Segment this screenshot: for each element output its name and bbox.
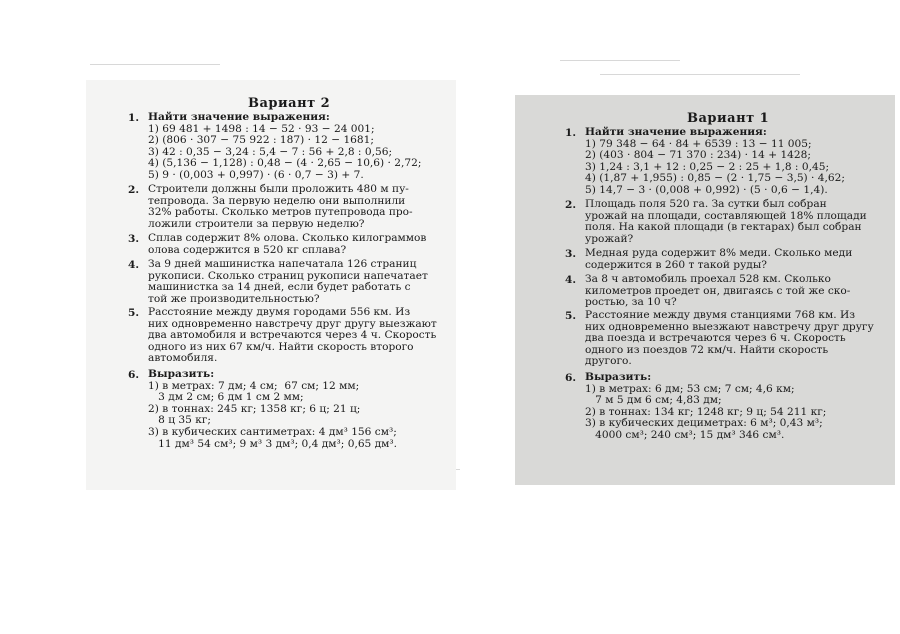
task-line: 3) 42 : 0,35 − 3,24 : 5,4 − 7 : 56 + 2,8 : 0,56; bbox=[148, 145, 393, 158]
task-heading: Выразить: bbox=[148, 368, 215, 380]
task-line: рукописи. Сколько страниц рукописи напечатает bbox=[148, 269, 428, 282]
task-6 bbox=[148, 369, 397, 450]
task-line: 3) в кубических сантиметрах: 4 дм³ 156 см³; bbox=[148, 425, 397, 438]
task-line: 2) (806 · 307 − 75 922 : 187) · 12 − 1681; bbox=[148, 134, 374, 147]
task-2 bbox=[585, 199, 867, 245]
task-line: 4) (5,136 − 1,128) : 0,48 − (4 · 2,65 − 10,6) · 2,72; bbox=[148, 157, 422, 170]
left-page-variant-2 bbox=[86, 80, 456, 490]
task-number: 6. bbox=[565, 372, 577, 384]
task-line: два автомобиля и встречаются через 4 ч. Скорость bbox=[148, 329, 437, 342]
task-line: 3) в кубических дециметрах: 6 м³; 0,43 м³; bbox=[585, 417, 823, 430]
task-line: другого. bbox=[585, 355, 632, 368]
task-line: Строители должны были проложить 480 м пу- bbox=[148, 183, 409, 195]
task-line: урожай на площади, составляющей 18% площади bbox=[585, 209, 867, 222]
task-5 bbox=[585, 310, 874, 368]
task-line: 5) 9 · (0,003 + 0,997) · (6 · 0,7 − 3) + 7. bbox=[148, 168, 364, 181]
task-line: одного из них 67 км/ч. Найти скорость второго bbox=[148, 340, 414, 353]
task-number: 1. bbox=[128, 112, 140, 124]
task-heading: Найти значение выражения: bbox=[585, 126, 767, 138]
task-number: 1. bbox=[565, 127, 577, 139]
task-line: автомобиля. bbox=[148, 352, 218, 365]
task-line: Расстояние между двумя городами 556 км. Из bbox=[148, 306, 411, 318]
task-line: Площадь поля 520 га. За сутки был собран bbox=[585, 198, 827, 210]
task-number: 2. bbox=[128, 184, 140, 196]
task-line: 2) в тоннах: 245 кг; 1358 кг; 6 ц; 21 ц; bbox=[148, 402, 361, 415]
task-line: 2) в тоннах: 134 кг; 1248 кг; 9 ц; 54 211 кг; bbox=[585, 405, 827, 418]
task-line: той же производительностью? bbox=[148, 292, 320, 305]
task-line: 3 дм 2 см; 6 дм 1 см 2 мм; bbox=[148, 391, 304, 404]
task-line: содержится в 260 т такой руды? bbox=[585, 258, 767, 271]
task-number: 5. bbox=[565, 310, 577, 322]
task-number: 6. bbox=[128, 369, 140, 381]
task-line: них одновременно выезжают навстречу друг другу bbox=[585, 320, 874, 333]
task-line: 4000 см³; 240 см³; 15 дм³ 346 см³. bbox=[585, 428, 785, 441]
task-1 bbox=[148, 112, 421, 182]
task-line: Сплав содержит 8% олова. Сколько килограммов bbox=[148, 232, 427, 244]
task-number: 4. bbox=[128, 259, 140, 271]
page-title: Вариант 1 bbox=[687, 111, 770, 126]
task-line: олова содержится в 520 кг сплава? bbox=[148, 243, 347, 256]
task-6 bbox=[585, 372, 826, 442]
bleed-line bbox=[90, 64, 220, 65]
task-line: 11 дм³ 54 см³; 9 м³ 3 дм³; 0,4 дм³; 0,65 дм³. bbox=[148, 437, 398, 450]
task-line: Расстояние между двумя станциями 768 км. Из bbox=[585, 309, 855, 321]
task-2 bbox=[148, 184, 413, 230]
task-4 bbox=[148, 259, 428, 305]
task-line: 7 м 5 дм 6 см; 4,83 дм; bbox=[585, 394, 722, 407]
task-line: 1) в метрах: 7 дм; 4 см; 67 см; 12 мм; bbox=[148, 379, 360, 392]
task-line: ростью, за 10 ч? bbox=[585, 296, 677, 309]
task-line: 3) 1,24 : 3,1 + 12 : 0,25 − 2 : 25 + 1,8 : 0,45; bbox=[585, 160, 830, 173]
task-line: километров проедет он, двигаясь с той же ско- bbox=[585, 284, 851, 297]
task-number: 2. bbox=[565, 199, 577, 211]
task-number: 4. bbox=[565, 274, 577, 286]
task-line: тепровода. За первую неделю они выполнили bbox=[148, 194, 406, 207]
task-line: урожай? bbox=[585, 232, 634, 245]
task-line: 1) 69 481 + 1498 : 14 − 52 · 93 − 24 001; bbox=[148, 122, 375, 135]
task-line: Медная руда содержит 8% меди. Сколько меди bbox=[585, 247, 853, 259]
task-4 bbox=[585, 274, 850, 309]
task-5 bbox=[148, 307, 437, 365]
task-line: 2) (403 · 804 − 71 370 : 234) · 14 + 1428; bbox=[585, 149, 811, 162]
bleed-line bbox=[600, 74, 800, 75]
task-3 bbox=[585, 248, 852, 271]
task-3 bbox=[148, 233, 426, 256]
task-line: 1) в метрах: 6 дм; 53 см; 7 см; 4,6 км; bbox=[585, 382, 795, 395]
task-line: ложили строители за первую неделю? bbox=[148, 217, 365, 230]
task-heading: Выразить: bbox=[585, 371, 652, 383]
task-number: 5. bbox=[128, 307, 140, 319]
task-line: 8 ц 35 кг; bbox=[148, 414, 211, 427]
right-page-variant-1 bbox=[515, 95, 895, 485]
task-heading: Найти значение выражения: bbox=[148, 111, 330, 123]
task-1 bbox=[585, 127, 845, 197]
task-line: них одновременно навстречу друг другу выезжают bbox=[148, 317, 437, 330]
task-line: 32% работы. Сколько метров путепровода про- bbox=[148, 206, 413, 219]
task-line: 5) 14,7 − 3 · (0,008 + 0,992) · (5 · 0,6 − 1,4). bbox=[585, 183, 828, 196]
page-title: Вариант 2 bbox=[248, 96, 331, 111]
task-line: 4) (1,87 + 1,955) : 0,85 − (2 · 1,75 − 3,5) · 4,62; bbox=[585, 172, 845, 185]
task-line: машинистка за 14 дней, если будет работать с bbox=[148, 281, 411, 294]
task-number: 3. bbox=[565, 248, 577, 260]
task-line: поля. На какой площади (в гектарах) был собран bbox=[585, 221, 862, 234]
task-line: одного из поездов 72 км/ч. Найти скорость bbox=[585, 343, 829, 356]
task-number: 3. bbox=[128, 233, 140, 245]
bleed-line bbox=[560, 60, 680, 61]
task-line: два поезда и встречаются через 6 ч. Скорость bbox=[585, 332, 846, 345]
task-line: За 8 ч автомобиль проехал 528 км. Сколько bbox=[585, 273, 831, 285]
task-line: 1) 79 348 − 64 · 84 + 6539 : 13 − 11 005; bbox=[585, 137, 812, 150]
task-line: За 9 дней машинистка напечатала 126 страниц bbox=[148, 258, 417, 270]
